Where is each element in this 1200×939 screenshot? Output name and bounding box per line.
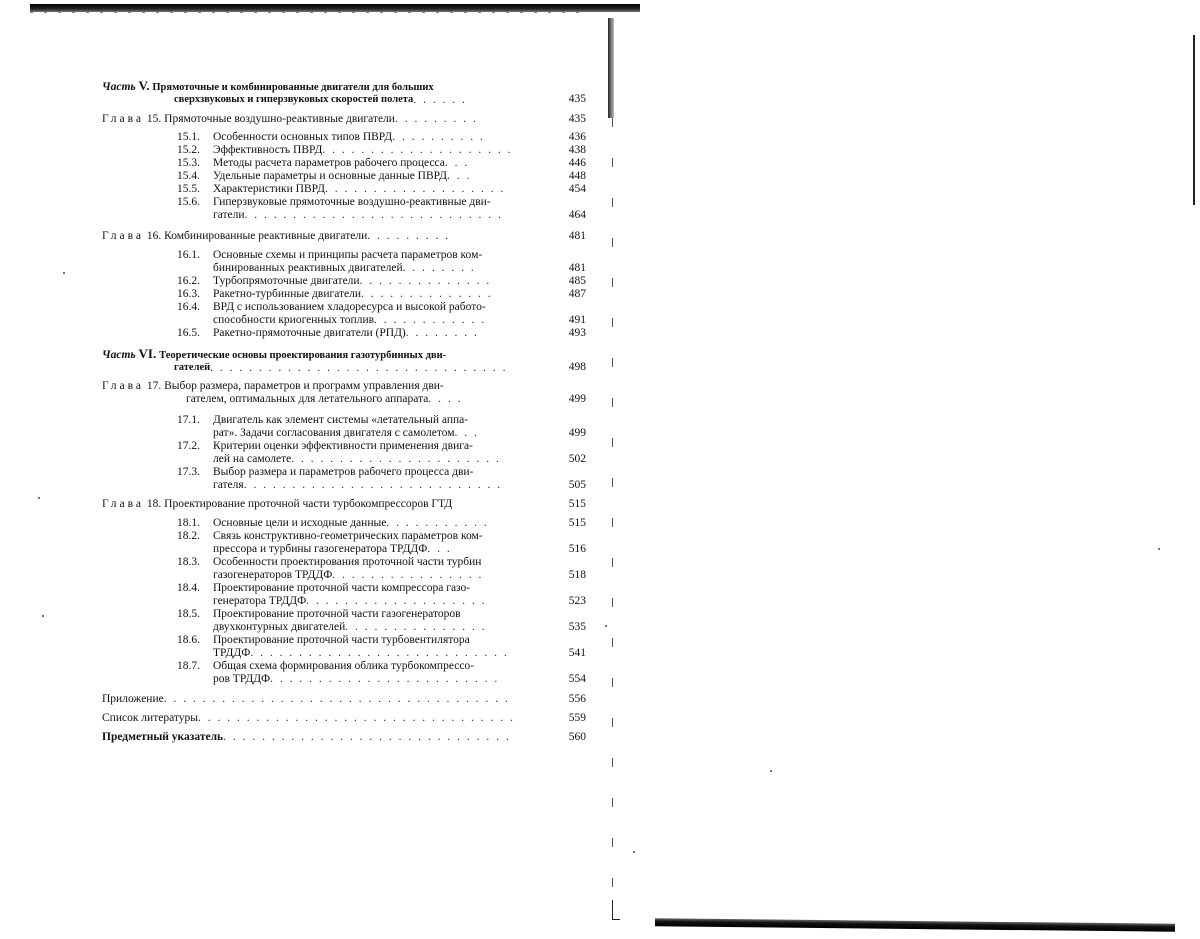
toc-section-18-2-line2: прессора и турбины газогенератора ТРДДФ. . . bbox=[213, 543, 452, 555]
page-number: 556 bbox=[568, 693, 586, 705]
page-number: 436 bbox=[568, 131, 586, 143]
page-number: 516 bbox=[568, 543, 586, 555]
page-number: 438 bbox=[568, 144, 586, 156]
toc-subject-index: Предметный указатель. . . . . . . . . . . . . . . . . . . . . . . . . . . . . . bbox=[102, 731, 511, 743]
toc-section-17-2-line1: 17.2. Критерии оценки эффективности применения двига- bbox=[177, 440, 473, 452]
toc-section-15-6-line1: 15.6. Гиперзвуковые прямоточные воздушно-реактивные дви- bbox=[177, 196, 491, 208]
page-number: 523 bbox=[568, 595, 586, 607]
page-number: 535 bbox=[568, 621, 586, 633]
toc-section-16-1-line2: бинированных реактивных двигателей. . . . . . . . bbox=[213, 262, 476, 274]
page-number: 499 bbox=[568, 393, 586, 405]
toc-section-16-1-line1: 16.1. Основные схемы и принципы расчета параметров ком- bbox=[177, 249, 483, 261]
toc-section-18-7-line1: 18.7. Общая схема формирования облика турбокомпрессо- bbox=[177, 660, 475, 672]
toc-section-18-3-line1: 18.3. Особенности проектирования проточной части турбин bbox=[177, 556, 482, 568]
toc-section-18-7-line2: ров ТРДДФ. . . . . . . . . . . . . . . . . . . . . . . . bbox=[213, 673, 500, 685]
toc-part-5-line1: Часть V. Прямоточные и комбинированные двигатели для больших bbox=[102, 78, 434, 93]
page-number: 454 bbox=[568, 183, 586, 195]
toc-chapter-17-line1: Глава 17. Выбор размера, параметров и программ управления дви- bbox=[102, 380, 444, 392]
page-number: 541 bbox=[568, 647, 586, 659]
toc-section-16-4-line1: 16.4. ВРД с использованием хладоресурса и высокой работо- bbox=[177, 301, 486, 313]
page-number: 487 bbox=[568, 288, 586, 300]
toc-section-18-6-line1: 18.6. Проектирование проточной части турбовентилятора bbox=[177, 634, 470, 646]
toc-part-5-line2: сверхзвуковых и гиперзвуковых скоростей полета. . . . . . bbox=[174, 94, 467, 106]
toc-section-15-3: 15.3. Методы расчета параметров рабочего процесса. . . bbox=[177, 157, 470, 169]
toc-section-17-3-line2: гателя. . . . . . . . . . . . . . . . . . . . . . . . . . . bbox=[213, 479, 503, 491]
toc-section-16-4-line2: способности криогенных топлив. . . . . . . . . . . . bbox=[213, 314, 487, 326]
toc-section-18-4-line2: генератора ТРДДФ. . . . . . . . . . . . . . . . . . . bbox=[213, 595, 487, 607]
toc-appendix: Приложение. . . . . . . . . . . . . . . . . . . . . . . . . . . . . . . . . . . . bbox=[102, 693, 510, 705]
toc-section-18-4-line1: 18.4. Проектирование проточной части компрессора газо- bbox=[177, 582, 471, 594]
toc-references: Список литературы. . . . . . . . . . . . . . . . . . . . . . . . . . . . . . . . . bbox=[102, 712, 515, 724]
page-number: 518 bbox=[568, 569, 586, 581]
toc-section-18-6-line2: ТРДДФ. . . . . . . . . . . . . . . . . . . . . . . . . . . bbox=[213, 647, 509, 659]
page-number: 435 bbox=[568, 93, 586, 105]
toc-section-15-5: 15.5. Характеристики ПВРД. . . . . . . . . . . . . . . . . . . bbox=[177, 183, 506, 195]
toc-section-17-2-line2: лей на самолете. . . . . . . . . . . . . . . . . . . . . . bbox=[213, 453, 501, 465]
page-number: 485 bbox=[568, 275, 586, 287]
toc-section-18-2-line1: 18.2. Связь конструктивно-геометрических параметров ком- bbox=[177, 530, 483, 542]
page-number: 554 bbox=[568, 673, 586, 685]
toc-section-16-3: 16.3. Ракетно-турбинные двигатели. . . . . . . . . . . . . . bbox=[177, 288, 493, 300]
page-number: 446 bbox=[568, 157, 586, 169]
toc-section-18-3-line2: газогенераторов ТРДДФ. . . . . . . . . . . . . . . . bbox=[213, 569, 484, 581]
toc-part-6-line1: Часть VI. Теоретические основы проектирования газотурбинных дви- bbox=[102, 346, 447, 361]
toc-chapter-16: Глава 16. Комбинированные реактивные двигатели. . . . . . . . . bbox=[102, 230, 451, 242]
toc-section-16-5: 16.5. Ракетно-прямоточные двигатели (РПД). . . . . . . . bbox=[177, 327, 479, 339]
toc-section-17-1-line1: 17.1. Двигатель как элемент системы «летательный аппа- bbox=[177, 414, 469, 426]
toc-section-15-2: 15.2. Эффективность ПВРД. . . . . . . . . . . . . . . . . . . . bbox=[177, 144, 513, 156]
toc-section-18-5-line2: двухконтурных двигателей. . . . . . . . . . . . . . . bbox=[213, 621, 487, 633]
toc-chapter-17-line2: гателем, оптимальных для летательного аппарата. . . . bbox=[186, 393, 463, 405]
toc-section-17-1-line2: рат». Задачи согласования двигателя с самолетом. . . bbox=[213, 427, 479, 439]
page-number: 499 bbox=[568, 427, 586, 439]
page-number: 560 bbox=[568, 731, 586, 743]
toc-section-17-3-line1: 17.3. Выбор размера и параметров рабочего процесса дви- bbox=[177, 466, 474, 478]
page-number: 491 bbox=[568, 314, 586, 326]
toc-section-18-5-line1: 18.5. Проектирование проточной части газогенераторов bbox=[177, 608, 461, 620]
page-number: 515 bbox=[568, 517, 586, 529]
page-number: 498 bbox=[568, 361, 586, 373]
page-number: 464 bbox=[568, 209, 586, 221]
page-number: 505 bbox=[568, 479, 586, 491]
toc-section-16-2: 16.2. Турбопрямоточные двигатели. . . . . . . . . . . . . . bbox=[177, 275, 492, 287]
page-number: 481 bbox=[568, 262, 586, 274]
toc-part-6-line2: гателей. . . . . . . . . . . . . . . . . . . . . . . . . . . . . . . bbox=[174, 362, 508, 374]
page-number: 502 bbox=[568, 453, 586, 465]
page-number: 559 bbox=[568, 712, 586, 724]
toc-section-18-1: 18.1. Основные цели и исходные данные. . . . . . . . . . . bbox=[177, 517, 489, 529]
toc-chapter-15: Глава 15. Прямоточные воздушно-реактивные двигатели. . . . . . . . . bbox=[102, 113, 478, 125]
page-number: 493 bbox=[568, 327, 586, 339]
toc-chapter-18: Глава 18. Проектирование проточной части турбокомпрессоров ГТД bbox=[102, 498, 453, 510]
page-number: 448 bbox=[568, 170, 586, 182]
page-number: 515 bbox=[568, 498, 586, 510]
page-number: 481 bbox=[568, 230, 586, 242]
toc-section-15-1: 15.1. Особенности основных типов ПВРД. . . . . . . . . . bbox=[177, 131, 485, 143]
toc-section-15-6-line2: гатели. . . . . . . . . . . . . . . . . . . . . . . . . . . bbox=[213, 209, 503, 221]
toc-section-15-4: 15.4. Удельные параметры и основные данные ПВРД. . . bbox=[177, 170, 472, 182]
page-number: 435 bbox=[568, 113, 586, 125]
